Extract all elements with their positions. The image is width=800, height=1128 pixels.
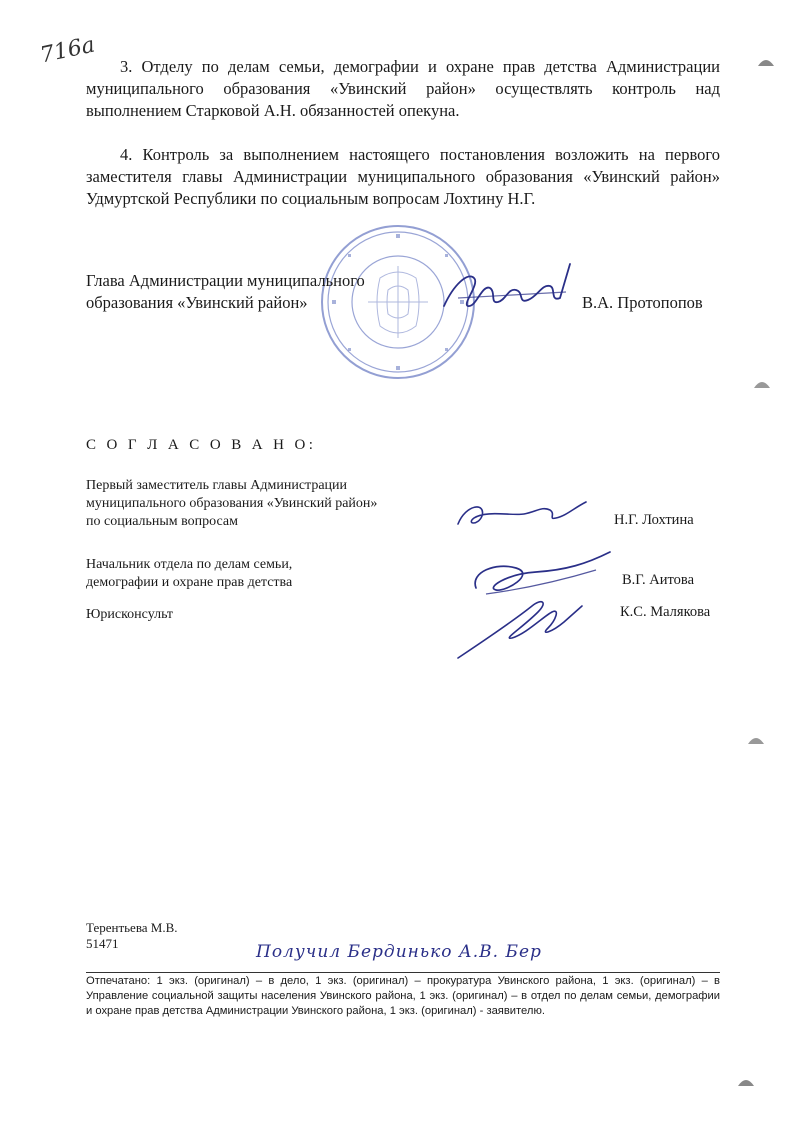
print-distribution-note: Отпечатано: 1 экз. (оригинал) – в дело, 1 экз. (оригинал) – прокуратура Увинского района, 1 экз. (оригинал) – в Управление социальной защиты населения Увинского района, 1 экз. (оригинал) – в отдел по делам семьи, демографии и охране прав детства Администрации Увинского района, 1 экз. (оригинал) - заявителю. xyxy=(86,972,720,1019)
paragraph-3: 3. Отделу по делам семьи, демографии и охране прав детства Администрации муниципального образования «Увинский район» осуществлять контроль над выполнением Старковой А.Н. обязанностей опекуна. xyxy=(86,57,720,120)
approval-1-title-line-1: Первый заместитель главы Администрации xyxy=(86,478,348,493)
approval-2-name: В.Г. Аитова xyxy=(622,572,695,588)
executor-name: Терентьева М.В. xyxy=(86,920,178,935)
scan-edge-mark-icon xyxy=(752,376,772,390)
handwritten-receipt: Получил Бердинько А.В. Бер xyxy=(256,942,542,962)
approval-1-title-line-3: по социальным вопросам xyxy=(86,514,238,529)
approval-2-title-line-2: демографии и охране прав детства xyxy=(86,575,293,590)
approval-1-handwritten-signature xyxy=(452,494,592,534)
head-name: В.А. Протопопов xyxy=(582,293,703,312)
executor-phone: 51471 xyxy=(86,936,119,951)
paragraph-4: 4. Контроль за выполнением настоящего постановления возложить на первого заместителя главы Администрации муниципального образования «Увинский район» Удмуртской Республики по социальным вопросам Лохтину Н.Г. xyxy=(86,145,720,208)
head-handwritten-signature xyxy=(438,254,578,324)
scan-edge-mark-icon xyxy=(746,732,766,746)
scan-edge-mark-icon xyxy=(756,54,776,68)
approval-3-name: К.С. Малякова xyxy=(620,604,711,620)
head-title-line-2: образования «Увинский район» xyxy=(86,293,308,312)
approval-1-name: Н.Г. Лохтина xyxy=(614,512,694,528)
approval-1-title-line-2: муниципального образования «Увинский район» xyxy=(86,496,378,511)
head-title-line-1: Глава Администрации муниципального xyxy=(86,271,365,290)
agreed-heading: С О Г Л А С О В А Н О: xyxy=(86,437,317,453)
handwritten-page-number: 716а xyxy=(38,32,98,69)
approval-3-handwritten-signature xyxy=(452,592,592,662)
approval-3-title-line-1: Юрисконсульт xyxy=(86,607,174,622)
scan-edge-mark-icon xyxy=(736,1074,756,1088)
approval-2-title-line-1: Начальник отдела по делам семьи, xyxy=(86,557,293,572)
